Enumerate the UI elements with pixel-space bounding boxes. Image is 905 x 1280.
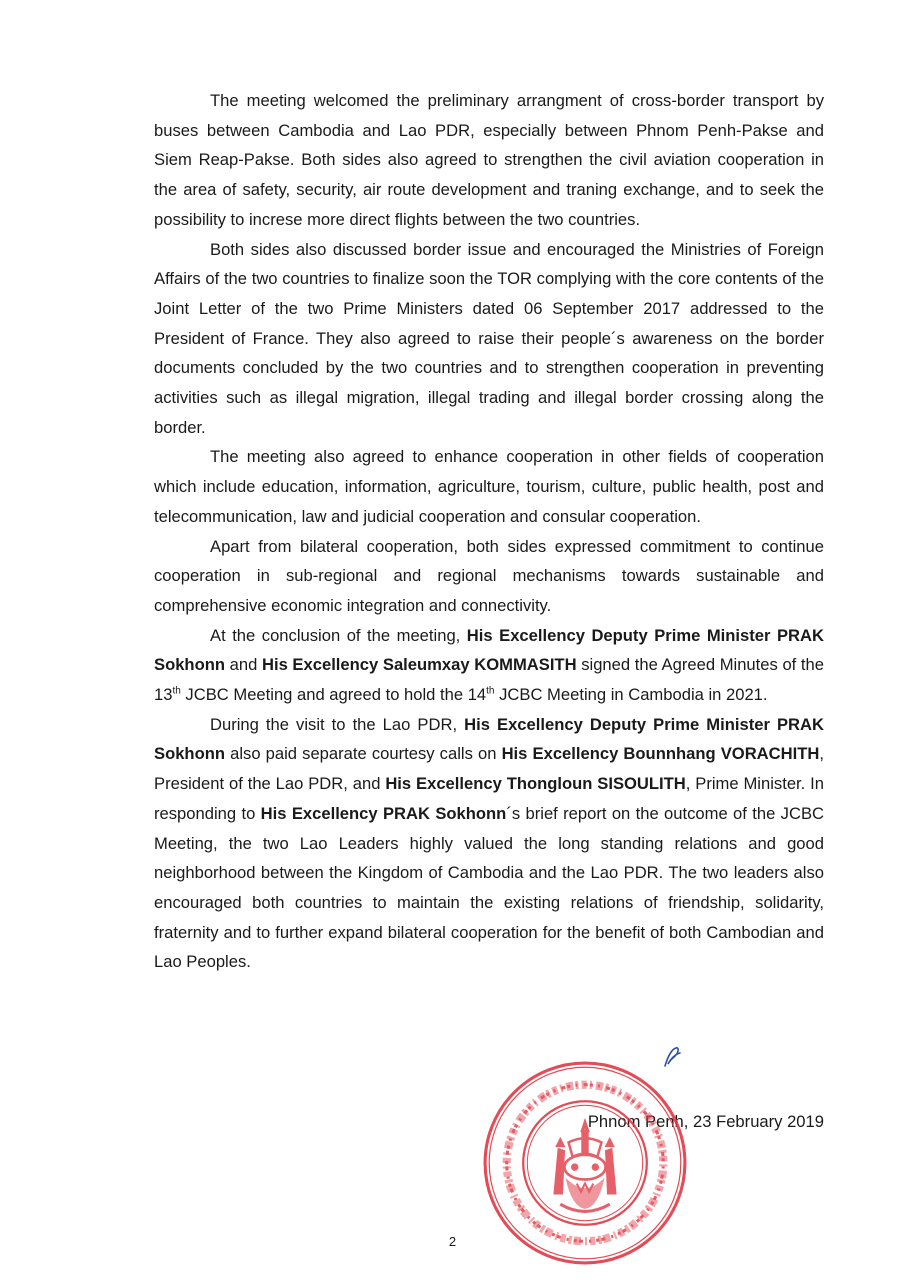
- paragraph-text: JCBC Meeting and agreed to hold the 14: [180, 685, 487, 705]
- ordinal-suffix: th: [172, 685, 181, 697]
- bold-name-text: His Excellency Thongloun SISOULITH: [385, 774, 686, 794]
- bold-name-text: His Excellency PRAK Sokhonn: [260, 803, 507, 823]
- paragraph-text: At the conclusion of the meeting,: [210, 625, 467, 645]
- paragraph-text: Both sides also discussed border issue and encouraged the Ministries of Foreign Affairs of the two countries to finalize soon the TOR complying with the core contents of the Joint Letter of the two Prime Ministers dated 06 September 2017 addressed to the President of France. They also agreed to raise their people´s awareness on the border documents concluded by the two countries and to strengthen cooperation in preventing activities such as illegal migration, illegal trading and illegal border crossing along the border.: [154, 239, 824, 437]
- paragraph-text: signed the Agreed Minutes of the 13: [154, 655, 824, 705]
- page-number: 2: [448, 1234, 457, 1249]
- paragraph: [154, 621, 824, 710]
- paragraph-text: also paid separate courtesy calls on: [224, 744, 502, 764]
- paragraph-text: The meeting welcomed the preliminary arrangment of cross-border transport by buses between Cambodia and Lao PDR, especially between Phnom Penh-Pakse and Siem Reap-Pakse. Both sides also agreed to strengthen the civil aviation cooperation in the area of safety, security, air route development and traning exchange, and to seek the possibility to increse more direct flights between the two countries.: [154, 91, 824, 229]
- paragraph-text: Apart from bilateral cooperation, both sides expressed commitment to continue cooperation in sub-regional and regional mechanisms towards sustainable and comprehensive economic integration and connectivity.: [154, 536, 824, 615]
- bold-name-text: His Excellency Bounnhang VORACHITH: [501, 744, 820, 764]
- bold-name-text: His Excellency Deputy Prime Minister PRAK Sokhonn: [154, 714, 824, 764]
- paragraph-text: The meeting also agreed to enhance cooperation in other fields of cooperation which include education, information, agriculture, tourism, culture, public health, post and telecommunication, law and judicial cooperation and consular cooperation.: [154, 447, 824, 526]
- body-text: [154, 86, 824, 977]
- bold-name-text: His Excellency Deputy Prime Minister PRAK Sokhonn: [154, 625, 824, 675]
- paragraph-text: , Prime Minister. In responding to: [154, 774, 824, 823]
- paragraph: [154, 532, 824, 621]
- paragraph-text: , President of the Lao PDR, and: [154, 744, 824, 794]
- paragraph: [154, 86, 824, 235]
- paragraph: [154, 442, 824, 531]
- ordinal-suffix: th: [486, 685, 495, 697]
- paragraph-text: ´s brief report on the outcome of the JCBC Meeting, the two Lao Leaders highly valued the long standing relations and good neighborhood between the Kingdom of Cambodia and the Lao PDR. The two leaders also encouraged both countries to maintain the existing relations of friendship, solidarity, fraternity and to further expand bilateral cooperation for the benefit of both Cambodian and Lao Peoples.: [154, 803, 824, 972]
- paragraph: [154, 235, 824, 443]
- place-date: Phnom Penh, 23 February 2019: [587, 1112, 824, 1131]
- bold-name-text: His Excellency Saleumxay KOMMASITH: [261, 655, 577, 675]
- paragraph: [154, 710, 824, 977]
- paragraph-text: JCBC Meeting in Cambodia in 2021.: [494, 685, 768, 705]
- paragraph-text: and: [224, 655, 262, 675]
- paragraph-text: During the visit to the Lao PDR,: [210, 714, 465, 734]
